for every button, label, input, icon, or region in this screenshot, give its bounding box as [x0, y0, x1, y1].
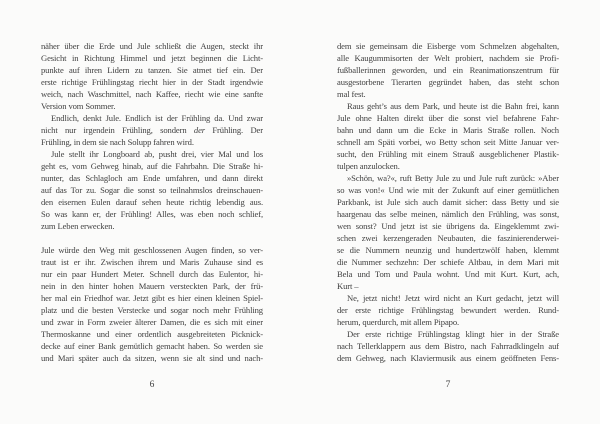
emphasis-text: der — [193, 125, 205, 135]
text-line: Jule ohne Halten direkt über die sonst viel befahrene Fahr- — [337, 113, 559, 123]
text-line: Endlich, denkt Jule. Endlich ist der Frühling da. Und zwar — [51, 113, 263, 123]
text-line: sucht, den Frühling mit einem Strauß ausgeblichener Plastik- — [337, 149, 559, 159]
text-line: dem sie gemeinsam die Eisberge vom Schmelzen abgehalten, — [337, 41, 559, 51]
text-line: Frühling, in dem sie nach Solupp fahren wird. — [41, 137, 194, 147]
text-line: haargenau das selbe meinen, nämlich den Frühling, was sonst, — [337, 209, 559, 219]
text-line: se die Nummern neunzig und hundertzwölf haben, klemmt — [337, 245, 559, 255]
text-line: So was kann er, der Frühling! Alles, was eben noch schlief, — [41, 209, 263, 219]
text-line: geht es, vom Gehweg hinab, auf die Fahrbahn. Die Straße hi- — [41, 161, 263, 171]
text-line: mal fest. — [337, 89, 366, 99]
text-line: und zwar in Form zweier älterer Damen, die es sich mit einer — [41, 317, 263, 327]
text-line: Gesicht in Richtung Himmel und jetzt beginnen die Licht- — [41, 53, 263, 63]
page-left-text — [41, 40, 263, 364]
page-right-text — [337, 40, 559, 364]
text-line: Jule würde den Weg mit geschlossenen Augen finden, so ver- — [41, 245, 263, 255]
text-segment: nicht nur irgendein Frühling, sondern — [41, 125, 194, 135]
text-line: platz und die besten Verstecke und sogar noch mehr Frühling — [41, 305, 263, 315]
text-line: so was von!« Und wie mit der Zukunft auf einer gemütlichen — [337, 185, 559, 195]
text-line: nein in den hinter hohen Mauern versteckten Park, der frü- — [41, 281, 263, 291]
text-line: tulpen anzulocken. — [337, 161, 400, 171]
text-line: Thermoskanne und einer ordentlich ausgebreiteten Picknick- — [41, 329, 263, 339]
page-number-left: 6 — [149, 380, 155, 390]
text-line: und Mari später auch da sitzen, wenn sie alt sind und nach- — [41, 353, 263, 363]
text-line: Jule stellt ihr Longboard ab, pusht drei, vier Mal und los — [51, 149, 263, 159]
text-line: alle Kaugummisorten der Welt probiert, nachdem sie Profi- — [337, 53, 559, 63]
text-line: näher über die Erde und Jule schließt die Augen, steckt ihr — [41, 41, 263, 51]
text-line: die Nummer sechzehn: Der schiefe Altbau, in dem Mari mit — [337, 257, 559, 267]
text-line: nur ein paar Hundert Meter. Schnell durch das Eulentor, hi- — [41, 269, 263, 279]
text-line: bahn und dann um die Ecke in Maris Straße rollen. Noch — [337, 125, 559, 135]
text-line: herum, querdurch, mit allem Pipapo. — [337, 317, 460, 327]
text-line: Bela und Tom und Paula wohnt. Und mit Kurt. Kurt, ach, — [337, 269, 559, 279]
text-line: decke auf einer Bank gemütlich gemacht haben. So werden sie — [41, 341, 263, 351]
text-segment: Frühling. Der — [205, 125, 263, 135]
text-line: her mal ein Friedhof war. Jetzt gibt es hier einen kleinen Spiel- — [41, 293, 263, 303]
blank-line — [41, 232, 263, 244]
text-line: auf das Tor zu. Sogar die sonst so teilnahmslos dreinschauen- — [41, 185, 263, 195]
text-line: schen zwei kerzengeraden Neubauten, die faszinierenderwei- — [337, 233, 559, 243]
text-line: nunter, das Schlagloch am Ende umfahren, und dann direkt — [41, 173, 263, 183]
text-line: »Schön, wa?«, ruft Betty Jule zu und Jule ruft zurück: »Aber — [347, 173, 559, 183]
text-line: Der erste richtige Frühlingstag klingt hier in der Straße — [347, 329, 559, 339]
page-number-right: 7 — [445, 380, 451, 390]
text-line: fußballerinnen geworden, und ein Reanimationszentrum für — [337, 65, 559, 75]
text-line: der erste richtige Frühlingstag bewundert werden. Rund- — [337, 305, 559, 315]
text-line: punkte auf ihren Lidern zu tanzen. Sie atmet tief ein. Der — [41, 65, 263, 75]
text-line: dem Gehweg, nach Klaviermusik aus einem geöffneten Fens- — [337, 353, 559, 363]
text-line: Ne, jetzt nicht! Jetzt wird nicht an Kurt gedacht, jetzt will — [347, 293, 559, 303]
text-line: schnell am Späti vorbei, wo Betty schon seit Mitte Januar ver- — [337, 137, 559, 147]
text-line: ausgestorbene Tierarten gegründet haben, das steht schon — [337, 77, 559, 87]
text-line: Raus geht’s aus dem Park, und heute ist die Bahn frei, kann — [347, 101, 559, 111]
text-line: wen sonst? Und jetzt ist sie übrigens da. Eingeklemmt zwi- — [337, 221, 559, 231]
book-page-right — [337, 40, 559, 390]
text-line: Kurt – — [337, 281, 359, 291]
text-line: traut ist er ihr. Zwischen ihrem und Maris Zuhause sind es — [41, 257, 263, 267]
text-line — [41, 124, 263, 136]
text-line: Version vom Sommer. — [41, 101, 116, 111]
text-line: nach Tellerklappern aus dem Bistro, nach Fahrradklingeln auf — [337, 341, 559, 351]
text-line: weich, nach Waschmittel, nach Kaffee, riecht wie eine sanfte — [41, 89, 263, 99]
text-line: erste richtige Frühlingstag riecht hier in der Stadt irgendwie — [41, 77, 263, 87]
text-line: zum Leben erwecken. — [41, 221, 115, 231]
text-line: den eisernen Eulen darauf sehen heute richtig lebendig aus. — [41, 197, 263, 207]
book-page-left — [41, 40, 263, 390]
text-line: Parkbank, ist Jule sich auch damit sicher: dass Betty und sie — [337, 197, 559, 207]
